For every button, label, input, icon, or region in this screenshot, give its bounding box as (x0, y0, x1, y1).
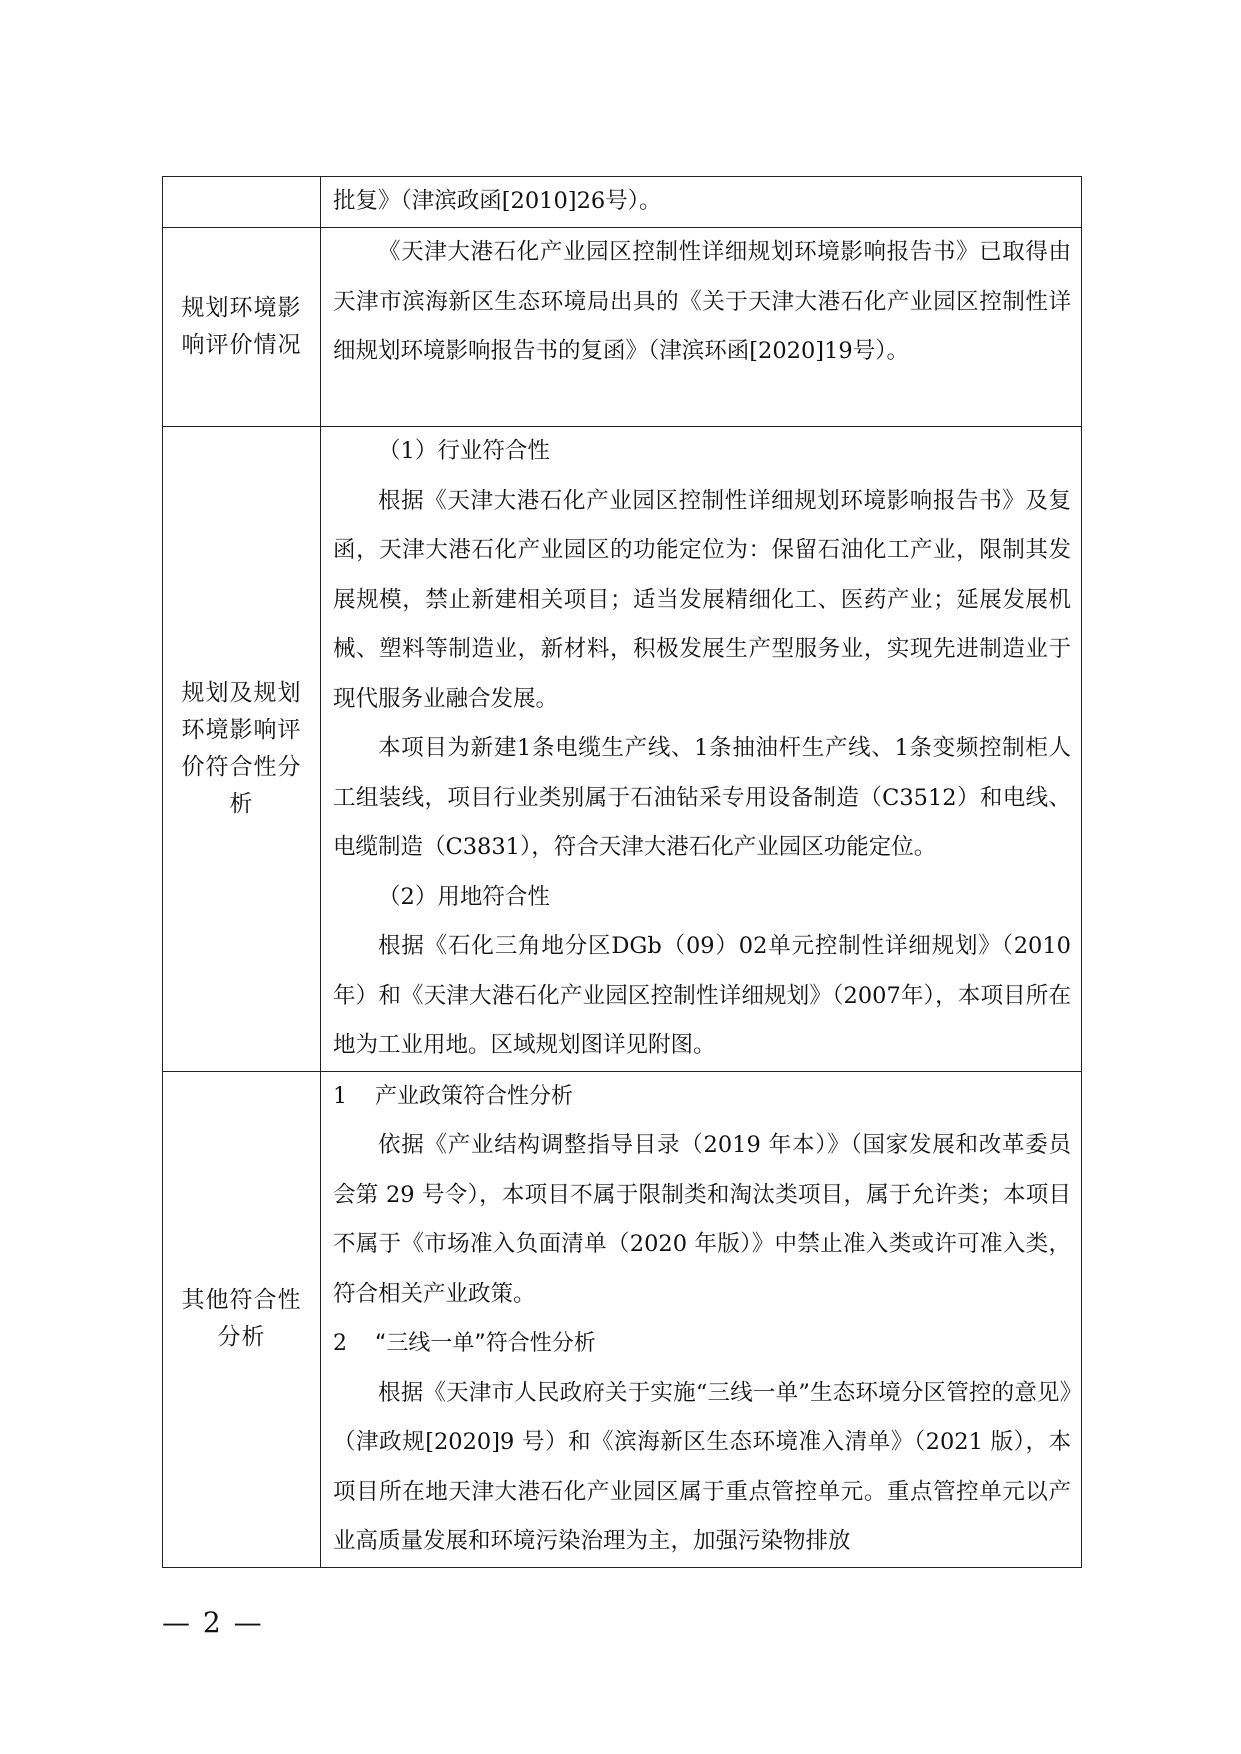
row-label-empty (163, 177, 321, 228)
table-row (163, 1071, 1082, 1567)
row-content (321, 228, 1082, 427)
row-label: 规划环境影响评价情况 (163, 228, 321, 427)
page-number: — 2 — (162, 1606, 264, 1639)
section-heading: 1 产业政策符合性分析 (333, 1083, 574, 1109)
row-label: 其他符合性分析 (163, 1071, 321, 1567)
subheading-industry: （1）行业符合性 (378, 438, 550, 464)
subheading-landuse: （2）用地符合性 (378, 883, 550, 910)
paragraph: 根据《天津市人民政府关于实施“三线一单”生态环境分区管控的意见》（津政规[2020]9 号）和《滨海新区生态环境准入清单》（2021 版），本项目所在地天津大港石化产业园区属于重点管控单元。重点管控单元以产业高质量发展和环境污染治理为主，加强污染物排放 (333, 1379, 1071, 1554)
paragraph: 根据《天津大港石化产业园区控制性详细规划环境影响报告书》及复函，天津大港石化产业园区的功能定位为：保留石油化工产业，限制其发展规模，禁止新建相关项目；适当发展精细化工、医药产业；延展发展机械、塑料等制造业，新材料，积极发展生产型服务业，实现先进制造业于现代服务业融合发展。 (333, 487, 1071, 712)
table-row (163, 427, 1082, 1072)
table-row (163, 228, 1082, 427)
paragraph: 批复》（津滨政函[2010]26号）。 (333, 188, 662, 214)
paragraph: 根据《石化三角地分区DGb（09）02单元控制性详细规划》（2010年）和《天津大港石化产业园区控制性详细规划》（2007年），本项目所在地为工业用地。区域规划图详见附图。 (333, 933, 1071, 1058)
paragraph: 本项目为新建1条电缆生产线、1条抽油杆生产线、1条变频控制柜人工组装线，项目行业类别属于石油钻采专用设备制造（C3512）和电线、电缆制造（C3831），符合天津大港石化产业园区功能定位。 (333, 735, 1071, 860)
row-content (321, 177, 1082, 228)
document-table (162, 176, 1082, 1568)
row-content (321, 427, 1082, 1072)
row-label: 规划及规划环境影响评价符合性分析 (163, 427, 321, 1072)
paragraph: 依据《产业结构调整指导目录（2019 年本）》（国家发展和改革委员会第 29 号令），本项目不属于限制类和淘汰类项目，属于允许类；本项目不属于《市场准入负面清单（2020 年版）》中禁止准入类或许可准入类，符合相关产业政策。 (333, 1132, 1071, 1307)
table-row (163, 177, 1082, 228)
paragraph: 《天津大港石化产业园区控制性详细规划环境影响报告书》已取得由天津市滨海新区生态环境局出具的《关于天津大港石化产业园区控制性详细规划环境影响报告书的复函》（津滨环函[2020]19号）。 (333, 239, 1071, 364)
section-heading: 2 “三线一单”符合性分析 (333, 1331, 596, 1356)
row-content (321, 1071, 1082, 1567)
